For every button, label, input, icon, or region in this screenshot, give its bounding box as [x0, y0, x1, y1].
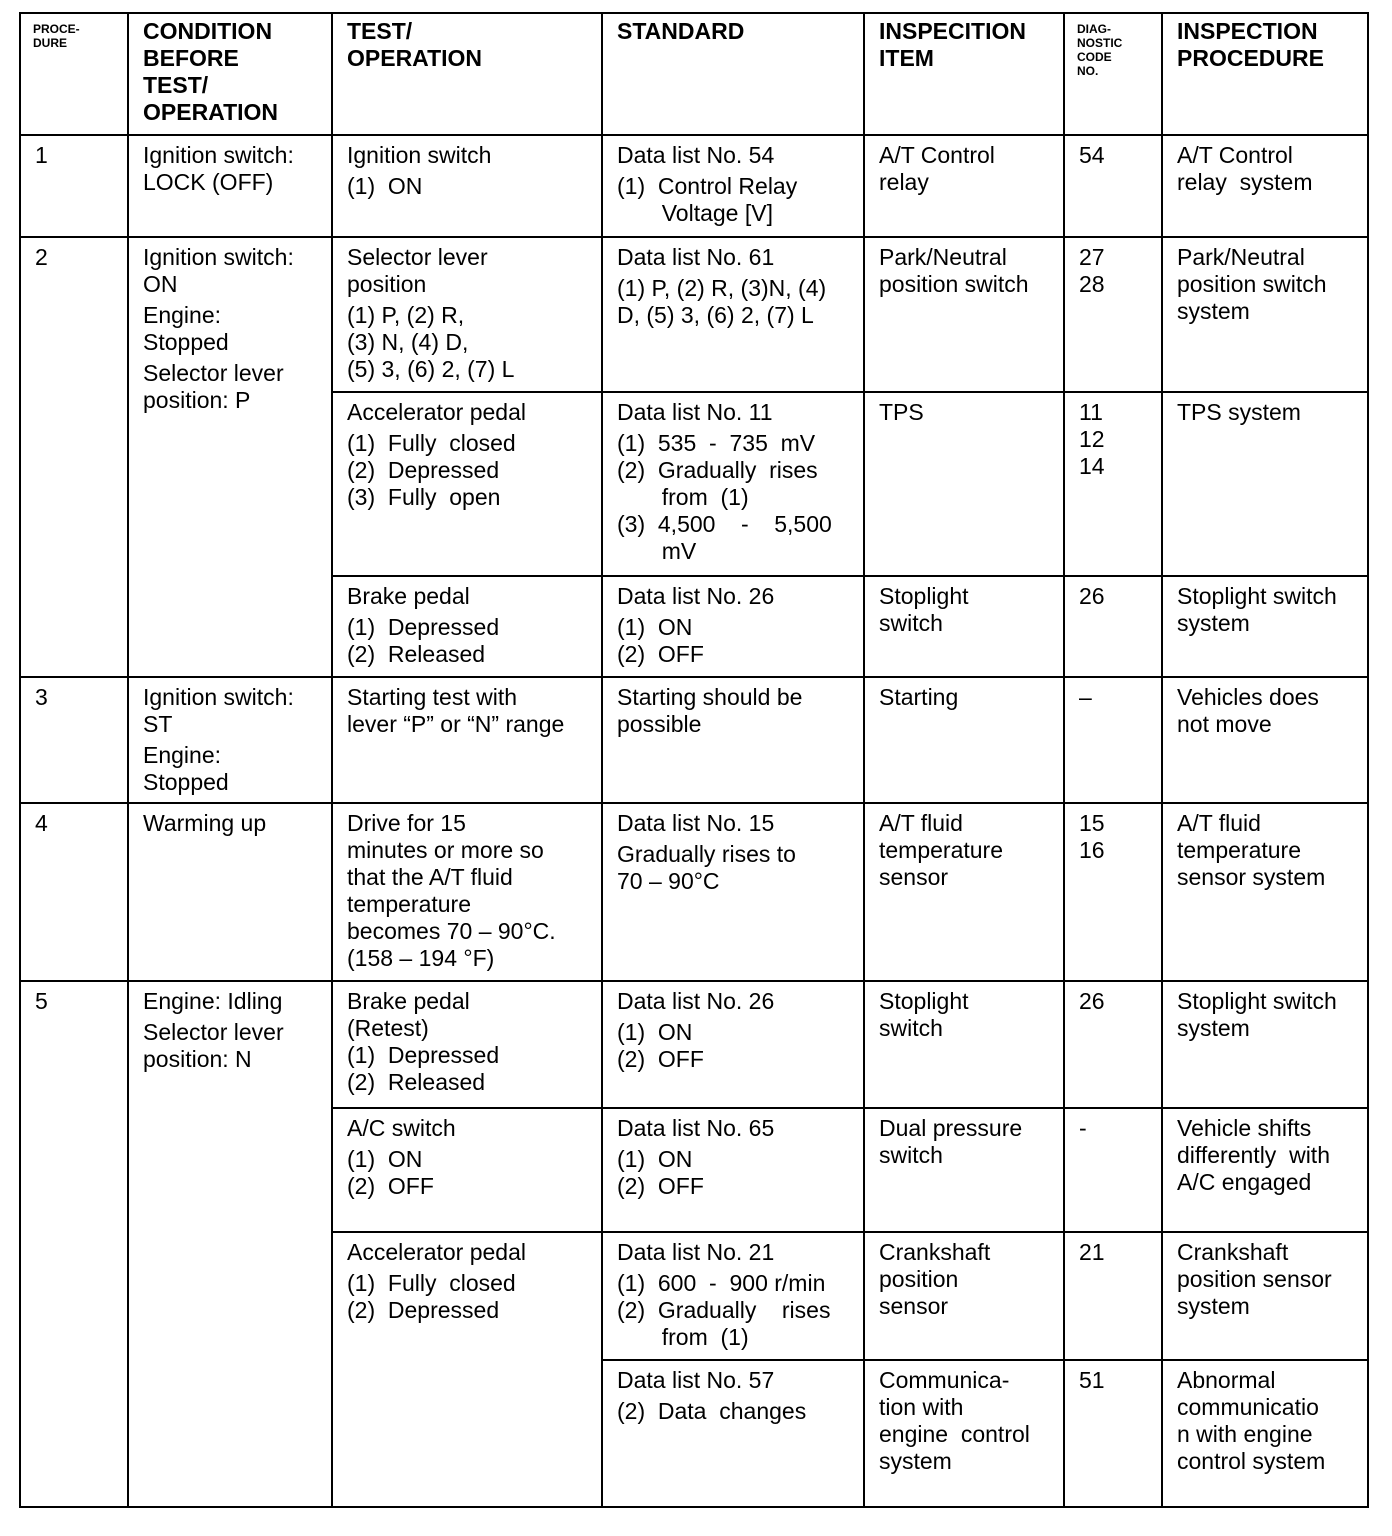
table-row: [20, 803, 1368, 981]
inspection-procedure-cell: TPS system: [1162, 392, 1368, 576]
inspection-procedure-cell: Vehicle shifts differently with A/C engaged: [1162, 1108, 1368, 1232]
table-row: [20, 981, 1368, 1108]
inspection-procedure-cell: Crankshaft position sensor system: [1162, 1232, 1368, 1360]
procedure-number: 5: [20, 981, 128, 1507]
table-row: [20, 135, 1368, 237]
standard-cell: Data list No. 61 (1) P, (2) R, (3)N, (4) D, (5) 3, (6) 2, (7) L: [602, 237, 864, 392]
procedure-number: 2: [20, 237, 128, 677]
test-cell: Starting test with lever “P” or “N” range: [332, 677, 602, 803]
test-cell: Accelerator pedal (1) Fully closed (2) Depressed: [332, 1232, 602, 1507]
inspection-item-cell: Communica- tion with engine control system: [864, 1360, 1064, 1507]
diagnostic-code-cell: 54: [1064, 135, 1162, 237]
standard-cell: Data list No. 26 (1) ON (2) OFF: [602, 576, 864, 677]
test-cell: Drive for 15 minutes or more so that the A/T fluid temperature becomes 70 – 90°C. (158 – 194 °F): [332, 803, 602, 981]
diagnostic-code-cell: 21: [1064, 1232, 1162, 1360]
diagnostic-code-cell: 11 12 14: [1064, 392, 1162, 576]
condition-cell: Ignition switch: ON Engine: Stopped Selector lever position: P: [128, 237, 332, 677]
inspection-table: [19, 12, 1369, 1508]
header-test-operation: TEST/ OPERATION: [332, 13, 602, 135]
header-procedure: PROCE- DURE: [20, 13, 128, 135]
inspection-procedure-cell: A/T Control relay system: [1162, 135, 1368, 237]
test-cell: Accelerator pedal (1) Fully closed (2) Depressed (3) Fully open: [332, 392, 602, 576]
standard-cell: Data list No. 26 (1) ON (2) OFF: [602, 981, 864, 1108]
condition-cell: Ignition switch: ST Engine: Stopped: [128, 677, 332, 803]
table-row: [20, 237, 1368, 392]
inspection-item-cell: Stoplight switch: [864, 981, 1064, 1108]
diagnostic-code-cell: 51: [1064, 1360, 1162, 1507]
standard-cell: Data list No. 15 Gradually rises to 70 – 90°C: [602, 803, 864, 981]
inspection-item-cell: A/T Control relay: [864, 135, 1064, 237]
test-cell: Brake pedal (Retest) (1) Depressed (2) Released: [332, 981, 602, 1108]
condition-cell: Warming up: [128, 803, 332, 981]
procedure-number: 4: [20, 803, 128, 981]
diagnostic-code-cell: -: [1064, 1108, 1162, 1232]
test-cell: A/C switch (1) ON (2) OFF: [332, 1108, 602, 1232]
header-row: [20, 13, 1368, 135]
inspection-item-cell: Stoplight switch: [864, 576, 1064, 677]
diagnostic-code-cell: 26: [1064, 576, 1162, 677]
standard-cell: Data list No. 11 (1) 535 - 735 mV (2) Gradually rises from (1) (3) 4,500 - 5,500 mV: [602, 392, 864, 576]
standard-cell: Starting should be possible: [602, 677, 864, 803]
inspection-procedure-cell: Vehicles does not move: [1162, 677, 1368, 803]
standard-cell: Data list No. 21 (1) 600 - 900 r/min (2) Gradually rises from (1): [602, 1232, 864, 1360]
procedure-number: 3: [20, 677, 128, 803]
inspection-item-cell: Dual pressure switch: [864, 1108, 1064, 1232]
inspection-procedure-cell: Abnormal communicatio n with engine control system: [1162, 1360, 1368, 1507]
test-cell: Brake pedal (1) Depressed (2) Released: [332, 576, 602, 677]
inspection-item-cell: A/T fluid temperature sensor: [864, 803, 1064, 981]
inspection-item-cell: Crankshaft position sensor: [864, 1232, 1064, 1360]
diagnostic-code-cell: –: [1064, 677, 1162, 803]
header-diagnostic-code: DIAG- NOSTIC CODE NO.: [1064, 13, 1162, 135]
standard-cell: Data list No. 54 (1) Control Relay Voltage [V]: [602, 135, 864, 237]
header-inspection-procedure: INSPECTION PROCEDURE: [1162, 13, 1368, 135]
inspection-item-cell: Starting: [864, 677, 1064, 803]
inspection-item-cell: TPS: [864, 392, 1064, 576]
header-standard: STANDARD: [602, 13, 864, 135]
condition-cell: Engine: Idling Selector lever position: N: [128, 981, 332, 1507]
inspection-procedure-cell: Park/Neutral position switch system: [1162, 237, 1368, 392]
table-row: [20, 677, 1368, 803]
standard-cell: Data list No. 65 (1) ON (2) OFF: [602, 1108, 864, 1232]
inspection-procedure-cell: Stoplight switch system: [1162, 576, 1368, 677]
inspection-procedure-cell: A/T fluid temperature sensor system: [1162, 803, 1368, 981]
diagnostic-code-cell: 15 16: [1064, 803, 1162, 981]
test-cell: Selector lever position (1) P, (2) R, (3) N, (4) D, (5) 3, (6) 2, (7) L: [332, 237, 602, 392]
header-condition: CONDITION BEFORE TEST/ OPERATION: [128, 13, 332, 135]
test-cell: Ignition switch (1) ON: [332, 135, 602, 237]
condition-cell: Ignition switch: LOCK (OFF): [128, 135, 332, 237]
inspection-item-cell: Park/Neutral position switch: [864, 237, 1064, 392]
standard-cell: Data list No. 57 (2) Data changes: [602, 1360, 864, 1507]
procedure-number: 1: [20, 135, 128, 237]
inspection-procedure-cell: Stoplight switch system: [1162, 981, 1368, 1108]
diagnostic-code-cell: 27 28: [1064, 237, 1162, 392]
header-inspection-item: INSPECITION ITEM: [864, 13, 1064, 135]
diagnostic-code-cell: 26: [1064, 981, 1162, 1108]
